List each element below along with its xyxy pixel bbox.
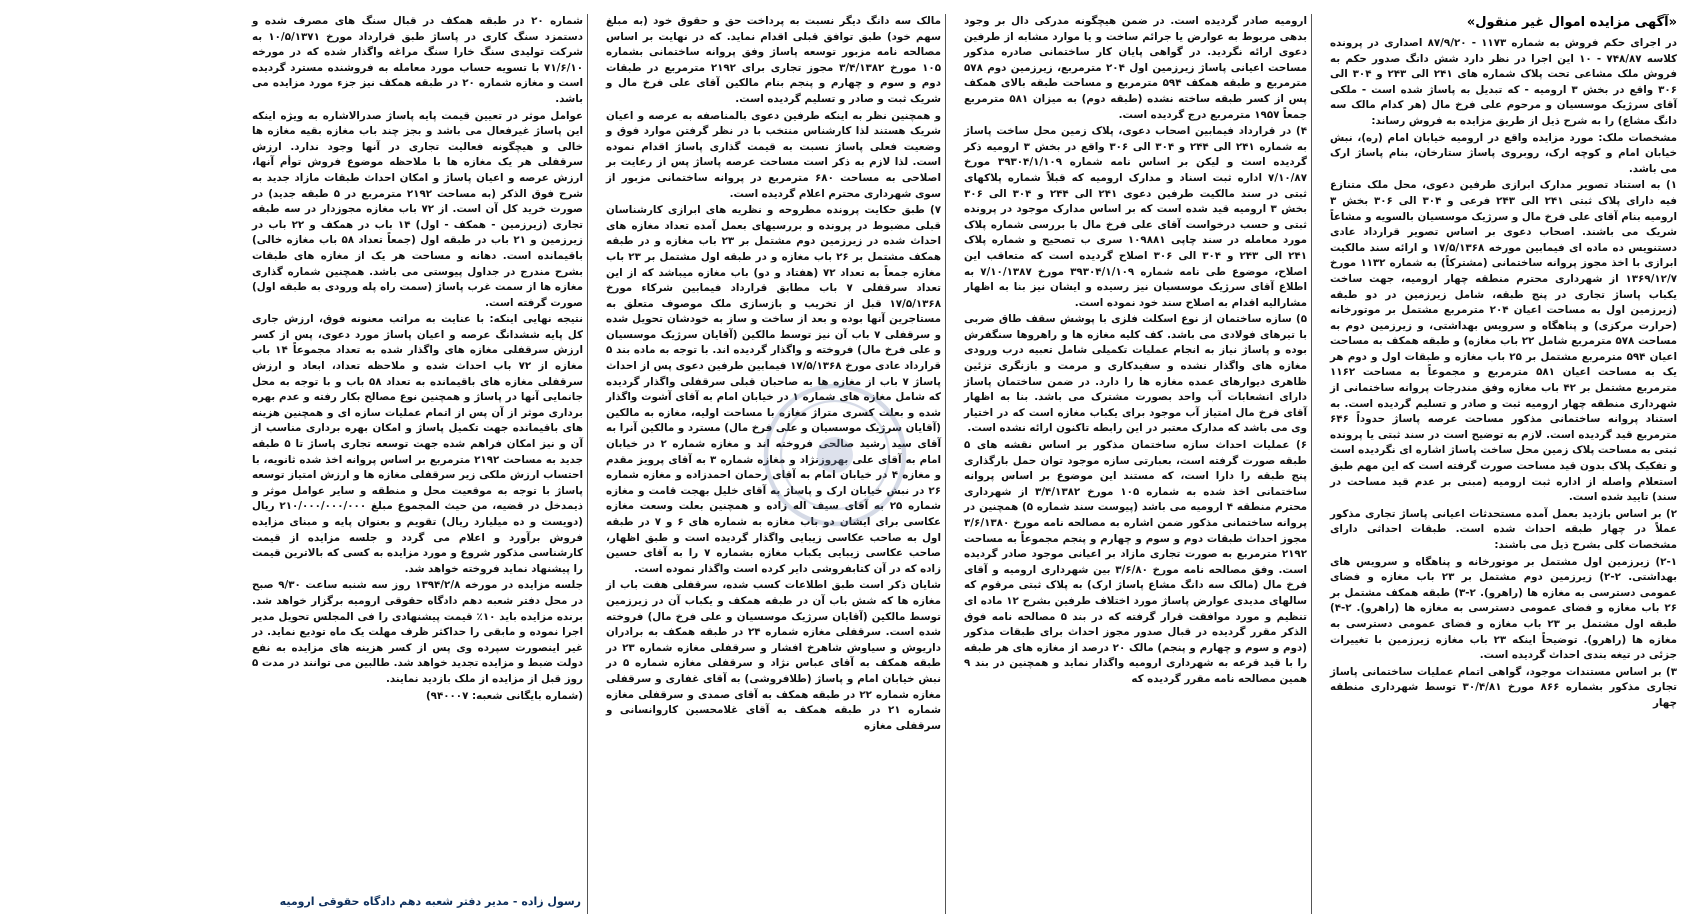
archive-number: (شماره بایگانی شعبه: ۹۴۰۰۰۷)	[425, 689, 583, 702]
notice-paragraph: ۲) بر اساس بازدید بعمل آمده مستحدثات اعیانی پاساژ تجاری مذکور عملاً در چهار طبقه احداث شده است. طبقات احداثی دارای مشخصات کلی بشرح ذیل می باشند:	[1330, 507, 1677, 551]
notice-paragraph: ارومیه صادر گردیده است. در ضمن هیچگونه مدرکی دال بر وجود بدهی مربوط به عوارض یا جرائم ساخت و یا موارد مشابه از طرفین دعوی ارائه نگردید. در گواهی پایان کار ساختمانی صادره مذکور مساحت اعیانی پاساژ زیرزمین اول ۲۰۴ مترمربع، زیرزمین دوم ۵۷۸ مترمربع و طبقه همکف ۵۹۴ مترمربع و مساحت طبقه بالای همکف پس از کسر طبقه ساخته نشده (طبقه دوم) به میزان ۵۸۱ مترمربع جمعاً ۱۹۵۷ مترمربع درج گردیده است.	[964, 15, 1307, 121]
notice-paragraph: و همچنین نظر به اینکه طرفین دعوی بالمناصفه به عرصه و اعیان شریک هستند لذا کارشناس منتخب با در نظر گرفتن موارد فوق و وضعیت فعلی پاساژ نسبت به قیمت گذاری پاساژ اقدام نموده است. لذا لازم به ذکر است مساحت عرصه پاساژ پس از رعایت بر اصلاحی به مساحت ۶۸۰ مترمربع در پروانه ساختمانی مزبور از سوی شهرداری محترم اعلام گردیده است.	[606, 109, 941, 200]
notice-column-1	[1326, 14, 1681, 914]
notice-paragraph: ۲-۱) زیرزمین اول مشتمل بر موتورخانه و پناهگاه و سرویس های بهداشتی. ۲-۲) زیرزمین دوم مشتمل بر ۲۳ باب مغازه و فضای عمومی دسترسی به مغازه ها (راهرو). ۲-۳) طبقه همکف مشتمل بر ۲۶ باب مغازه و فضای عمومی دسترسی به مغازه ها (راهرو). ۲-۴) طبقه اول مشتمل بر ۲۳ باب مغازه و فضای عمومی دسترسی به مغازه ها (راهرو). توضیحاً اینکه ۲۳ باب مغازه زیرزمین با تغییرات جزئی در تیغه بندی احداث گردیده است.	[1330, 555, 1677, 662]
notice-paragraph: ۳) بر اساس مستندات موجود، گواهی اتمام عملیات ساختمانی پاساژ تجاری مذکور بشماره ۸۶۶ مورخ ۳۰/۴/۸۱ توسط شهرداری منطقه چهار	[1330, 665, 1678, 709]
signature-line: رسول زاده - مدیر دفتر شعبه دهم دادگاه حقوقی ارومیه	[279, 895, 581, 909]
notice-paragraph: ۶) عملیات احداث سازه ساختمان مذکور بر اساس نقشه های ۵ طبقه صورت گرفته است، بعبارتی سازه موجود توان حمل بارگذاری پنج طبقه را دارا است، که مستند این موضوع بر اساس پروانه ساختمانی اخذ شده به شماره ۱۰۵ مورخ ۳/۴/۱۳۸۲ از شهرداری محترم منطقه ۴ ارومیه می باشد (پیوست سند شماره ۵) همچنین در پروانه ساختمانی مذکور ضمن اشاره به مصالحه نامه مورخ ۳/۶/۱۳۸۰ مجوز احداث طبقات دوم و سوم و چهارم و پنجم مجموعاً به مساحت ۲۱۹۲ مترمربع به صورت تجاری مازاد بر اعیانی موجود صادر گردیده است. وفق مصالحه نامه مورخ ۳/۶/۸۰ بین شهرداری ارومیه و آقای فرخ مال (مالک سه دانگ مشاع پاساژ ارک) به پلاک ثبتی مرقوم که سالهای مدیدی عوارض پاساژ مورد اختلاف طرفین بشرح ۱۲ ماده ای تنظیم و مورد موافقت قرار گرفته که در بند ۵ مصالحه نامه فوق الذکر مقرر گردیده در قبال صدور مجوز احداث برای طبقات مذکور (دوم و سوم و چهارم و پنجم) مالک ۲۰ درصد از مغازه های هر طبقه را با قید قرعه به شهرداری ارومیه واگذار نماید و همچنین در بند ۹ همین مصالحه نامه مقرر گردیده که	[964, 439, 1307, 685]
notice-paragraph: ۱) به استناد تصویر مدارک ابرازی طرفین دعوی، محل ملک متنازع فیه دارای پلاک ثبتی ۲۴۱ الی ۲۴۳ فرعی و ۳۰۴ الی ۳۰۶ بخش ۳ ارومیه بنام آقای علی فرخ مال و سرژیک موسسیان بالسویه و مشاعاً شریک می باشند. اصحاب دعوی بر اساس تصویر قرارداد عادی دستنویس ده ماده ای فیمابین مورخه ۱۷/۵/۱۳۶۸ و ارائه سند مالکیت ابرازی با اخذ مجوز پروانه ساختمانی (مشترکاً) به شماره ۱۱۳۲ مورخ ۱۳۶۹/۱۲/۷ از شهرداری محترم منطقه چهار ارومیه، جهت ساخت یکباب پاساژ تجاری در پنج طبقه، شامل زیرزمین در دو طبقه (زیرزمین اول به مساحت اعیان ۲۰۴ مترمربع مشتمل بر موتورخانه (حرارت مرکزی) و پناهگاه و سرویس بهداشتی، و زیرزمین دوم به مساحت ۵۷۸ مترمربع شامل ۲۲ باب مغازه) و طبقه همکف به مساحت اعیان ۵۹۴ مترمربع مشتمل بر ۲۵ باب مغازه و طبقات اول و دوم هر یک به مساحت اعیان ۵۸۱ مترمربع و مجموعاً به مساحت ۱۱۶۲ مترمربع مشتمل بر ۴۲ باب مغازه وفق مندرجات پروانه ساختمانی از شهرداری منطقه چهار ارومیه ثبت و صادر و تسلیم گردیده است. به استناد پروانه ساختمانی مذکور مساحت عرصه پاساژ حدوداً ۶۴۶ مترمربع قید گردیده است. لازم به توضیح است در سند ثبتی یا پرونده ثبتی به مساحت پلاک زمین محل ساخت پاساژ اشاره ای نگردیده است و تفکیک پلاک بدون قید مساحت صورت گرفته است که این مهم طبق استعلام واصله از اداره ثبت ارومیه (مبنی بر عدم قید مساحت در سند) تایید شده است.	[1330, 179, 1677, 504]
notice-column-4	[248, 14, 588, 914]
notice-title: «آگهی مزایده اموال غیر منقول»	[1466, 15, 1677, 30]
notice-paragraph: جلسه مزایده در مورخه ۱۳۹۴/۲/۸ روز سه شنبه ساعت ۹/۳۰ صبح در محل دفتر شعبه دهم دادگاه حقوقی ارومیه برگزار خواهد شد. برنده مزایده باید ۱۰٪ قیمت پیشنهادی را فی المجلس تحویل مدیر اجرا نموده و مابقی را حداکثر ظرف مهلت یک ماه تودیع نماید. در غیر اینصورت سپرده وی پس از کسر هزینه های مزایده به نفع دولت ضبط و مزایده تجدید خواهد شد. طالبین می توانند در مدت ۵ روز قبل از مزایده از ملک بازدید نمایند.	[252, 579, 583, 685]
notice-paragraph: نتیجه نهایی اینکه: با عنایت به مراتب معنونه فوق، ارزش جاری کل پایه ششدانگ عرصه و اعیان پاساژ مورد دعوی، پس از کسر ارزش سرقفلی مغازه های واگذار شده به تعداد مجموعاً ۱۴ باب مغازه از ۷۲ باب احداث شده و ملاحظه تعداد، ابعاد و ارزش سرقفلی مغازه های باقیمانده به تعداد ۵۸ باب و با توجه به محل جانمایی آنها در پاساژ و همچنین نوع مصالح بکار رفته و عدم بهره برداری موثر از آن پس از اتمام عملیات سازه ای و همچنین هزینه های باقیمانده جهت تکمیل پاساژ و امکان بهره برداری مناسب از آن و نیز امکان فراهم شده جهت توسعه تجاری پاساژ تا ۵ طبقه جدید به مساحت ۲۱۹۲ مترمربع بر اساس پروانه اخذ شده ثانویه، با احتساب ارزش ملکی زیر سرقفلی مغازه ها و ارزش امتیاز توسعه پاساژ با توجه به موقعیت محل و منطقه و سایر عوامل موثر و ذیمدخل در قضیه، من حیث المجموع مبلغ ۲۱۰/۰۰۰/۰۰۰/۰۰۰ ریال (دویست و ده میلیارد ریال) تقویم و بعنوان پایه و مبنای مزایده فروش برآورد و اعلام می گردد و جلسه مزایده از قیمت کارشناسی مذکور شروع و مورد مزایده به کسی که بالاترین قیمت را پیشنهاد نماید فروخته خواهد شد.	[252, 313, 584, 575]
notice-paragraph: ۴) در قرارداد فیمابین اصحاب دعوی، پلاک زمین محل ساخت پاساژ به شماره ۲۴۱ الی ۲۴۴ و ۳۰۴ الی ۳۰۶ واقع در بخش ۳ ارومیه ذکر گردیده است و لیکن بر اساس نامه شماره ۳۹۳۰۴/۱/۱۰۹ مورخ ۷/۱۰/۸۷ اداره ثبت اسناد و مدارک ارومیه که قبلاً شماره پلاکهای ثبتی در سند مالکیت طرفین دعوی ۲۴۱ الی ۲۴۴ و ۳۰۴ الی ۳۰۶ بخش ۳ ارومیه قید شده است که بر اساس مدارک موجود در پرونده ثبتی و حسب درخواست آقای علی فرخ مال با بررسی شماره پلاک مورد معامله در سند چاپی ۱۰۹۸۸۱ سری ب تصحیح و شماره پلاک ۲۴۱ الی ۲۴۳ و ۳۰۴ الی ۳۰۶ اصلاح گردیده است که متعاقب این اصلاح، موضوع طی نامه شماره ۳۹۳۰۴/۱/۱۰۹ مورخ ۷/۱۰/۱۳۸۷ به اطلاع آقای سرژیک موسسیان نیز رسیده و ایشان نیز بنا به اظهار مشارالیه اقدام به اصلاح سند خود نموده است.	[964, 125, 1308, 309]
notice-paragraph: مالک سه دانگ دیگر نسبت به پرداخت حق و حقوق خود (به مبلغ سهم خود) طبق توافق قبلی اقدام نماید. که در نهایت بر اساس مصالحه نامه مزبور توسعه پاساژ وفق پروانه ساختمانی بشماره ۱۰۵ مورخ ۳/۴/۱۳۸۲ مجوز تجاری برای ۲۱۹۲ مترمربع در طبقات دوم و سوم و چهارم و پنجم بنام مالکین آقای علی فرخ مال و شریک ثبت و صادر و تسلیم گردیده است.	[606, 15, 941, 105]
notice-paragraph: در اجرای حکم فروش به شماره ۱۱۷۳ - ۸۷/۹/۲۰ اصداری در پرونده کلاسه ۷۴۸/۸۷ - ۱۰ این اجرا در نظر دارد شش دانگ صدور حکم به فروش ملک مشاعی تحت پلاک شماره های ۲۴۱ الی ۲۴۳ و ۳۰۴ الی ۳۰۶ واقع در بخش ۳ ارومیه - که تبدیل به پاساژ شده است - ملکی آقای سرژیک موسسیان و مرحوم علی فرخ مال (هر کدام مالک سه دانگ مشاع) را به شرح ذیل از طریق مزایده به فروش رساند:	[1330, 37, 1678, 127]
notice-paragraph: مشخصات ملک: مورد مزایده واقع در ارومیه خیابان امام (ره)، نبش خیابان امام و کوچه ارک، روبروی پاساژ ستارخان، بنام پاساژ ارک می باشد.	[1330, 131, 1677, 175]
notice-paragraph: ۵) سازه ساختمان از نوع اسکلت فلزی با پوشش سقف طاق ضربی با تیرهای فولادی می باشد. کف کلیه مغازه ها و راهروها سنگفرش بوده و پاساژ نیاز به انجام عملیات تکمیلی شامل تعبیه درب ورودی مغازه های واگذار نشده و سفیدکاری و مرمت و بازنگری تزئین ظاهری دیوارهای عمده مغازه ها را دارد. در ضمن ساختمان پاساژ دارای انشعابات آب واحد بصورت مشترک می باشد. بنا به اظهار آقای فرخ مال امتیاز آب موجود برای یکباب مغازه است که در اختیار وی می باشد که مدارک معتبر در این رابطه تاکنون ارائه نشده است.	[964, 313, 1307, 435]
notice-column-2	[960, 14, 1312, 914]
notice-column-3	[602, 14, 946, 914]
notice-paragraph: شماره ۲۰ در طبقه همکف در قبال سنگ های مصرف شده و دستمزد سنگ کاری در پاساژ طبق قرارداد مورخ ۱۰/۵/۱۳۷۱ به شرکت تولیدی سنگ خارا سنگ مراغه واگذار شده که در مورخه ۷۱/۶/۱۰ با تسویه حساب مورد معامله به فروشنده مسترد گردیده است و مغازه شماره ۲۰ در طبقه همکف نیز جزء مورد مزایده می باشد.	[252, 15, 583, 105]
notice-paragraph: عوامل موثر در تعیین قیمت پایه پاساژ صدرالاشاره به ویژه اینکه این پاساژ غیرفعال می باشد و بجز چند باب مغازه بقیه مغازه ها خالی و هیچگونه فعالیت تجاری در آنها وجود ندارد. ارزش سرقفلی هر یک مغازه ها با ملاحظه موضوع فروش توأم آنها، ارزش عرصه و اعیان پاساژ و امکان احداث طبقات مازاد جدید به شرح فوق الذکر (به مساحت ۲۱۹۲ مترمربع در ۵ طبقه جدید) در صورت خرید کل آن است. از ۷۲ باب مغازه مجوزدار در سه طبقه تجاری (زیرزمین - همکف - اول) ۱۴ باب در همکف و ۲۲ باب در زیرزمین و ۲۱ باب در طبقه اول (جمعاً تعداد ۵۸ باب مغازه خالی) باقیمانده است. دهانه و مساحت هر یک از مغازه های طبقات بشرح مندرج در جداول پیوستی می باشد. همچنین شماره گذاری مغازه ها از سمت غرب پاساژ (سمت راه پله ورودی به طبقه اول) صورت گرفته است.	[252, 109, 584, 309]
notice-paragraph: شایان ذکر است طبق اطلاعات کسب شده، سرقفلی هفت باب از مغازه ها که شش باب آن در طبقه همکف و یکباب آن در زیرزمین توسط مالکین (آقایان سرژیک موسسیان و علی فرخ مال) فروخته شده است. سرقفلی مغازه شماره ۲۴ در طبقه همکف به برادران داریوش و سیاوش شاهرخ افشار و سرقفلی مغازه شماره ۲۳ در طبقه همکف به آقای عباس نژاد و سرقفلی مغازه شماره ۵ در نبش خیابان امام و پاساژ (طلافروشی) به آقای غفاری و سرقفلی مغازه شماره ۲۲ در طبقه همکف به آقای صمدی و سرقفلی مغازه شماره ۲۱ در طبقه همکف به آقای غلامحسین کاروانسانی و سرقفلی مغازه	[606, 579, 942, 732]
notice-paragraph: ۷) طبق حکایت پرونده مطروحه و نظریه های ابرازی کارشناسان قبلی مضبوط در پرونده و بررسیهای بعمل آمده تعداد مغازه های احداث شده در زیرزمین دوم مشتمل بر ۲۳ باب مغازه و در طبقه همکف مشتمل بر ۲۶ باب مغازه و در طبقه اول مشتمل بر ۲۳ باب مغازه جمعاً به تعداد ۷۲ (هفتاد و دو) باب مغازه میباشد که از این تعداد سرقفلی ۷ باب مطابق قرارداد فیمابین شرکاء مورخ ۱۷/۵/۱۳۶۸ قبل از تخریب و بازسازی ملک موصوف متعلق به مستاجرین آنها بوده و بعد از ساخت و ساز به خودشان تحویل شده و سرقفلی ۷ باب آن نیز توسط مالکین (آقایان سرژیک موسسیان و علی فرخ مال) فروخته و واگذار گردیده اند. با توجه به ماده بند ۵ قرارداد عادی مورخ ۱۷/۵/۱۳۶۸ فیمابین طرفین دعوی پس از احداث پاساژ ۷ باب از مغازه ها به صاحبان قبلی سرقفلی واگذار گردیده که شامل مغازه های شماره ۱ در خیابان امام به آقای آشوت واگذار شده و بعلت کسری متراژ مغازه با مساحت اولیه، مغازه به مالکین (آقایان سرژیک موسسیان و علی فرخ مال) مسترد و مالکین آنرا به آقای سید رشید صالحی فروخته اند و مغازه شماره ۲ در خیابان امام به آقای علی بهروزنژاد و مغازه شماره ۳ به آقای پرویز مقدم و مغازه ۴ در خیابان امام به آقای رحمان احمدزاده و مغازه شماره ۲۶ در نبش خیابان ارک و پاساژ به آقای خلیل بهجت قامت و مغازه شماره ۲۵ به آقای سیف اله زاده و همچنین بعلت وسعت مغازه عکاسی برای ایشان دو باب مغازه به شماره های ۶ و ۷ در طبقه اول به صاحب عکاسی زیبایی واگذار گردیده است و طبق اظهار، صاحب عکاسی زیبایی یکباب مغازه بشماره ۷ را به آقای حسین زاده که در آن کتابفروشی دایر کرده است واگذار نموده است.	[606, 204, 942, 575]
